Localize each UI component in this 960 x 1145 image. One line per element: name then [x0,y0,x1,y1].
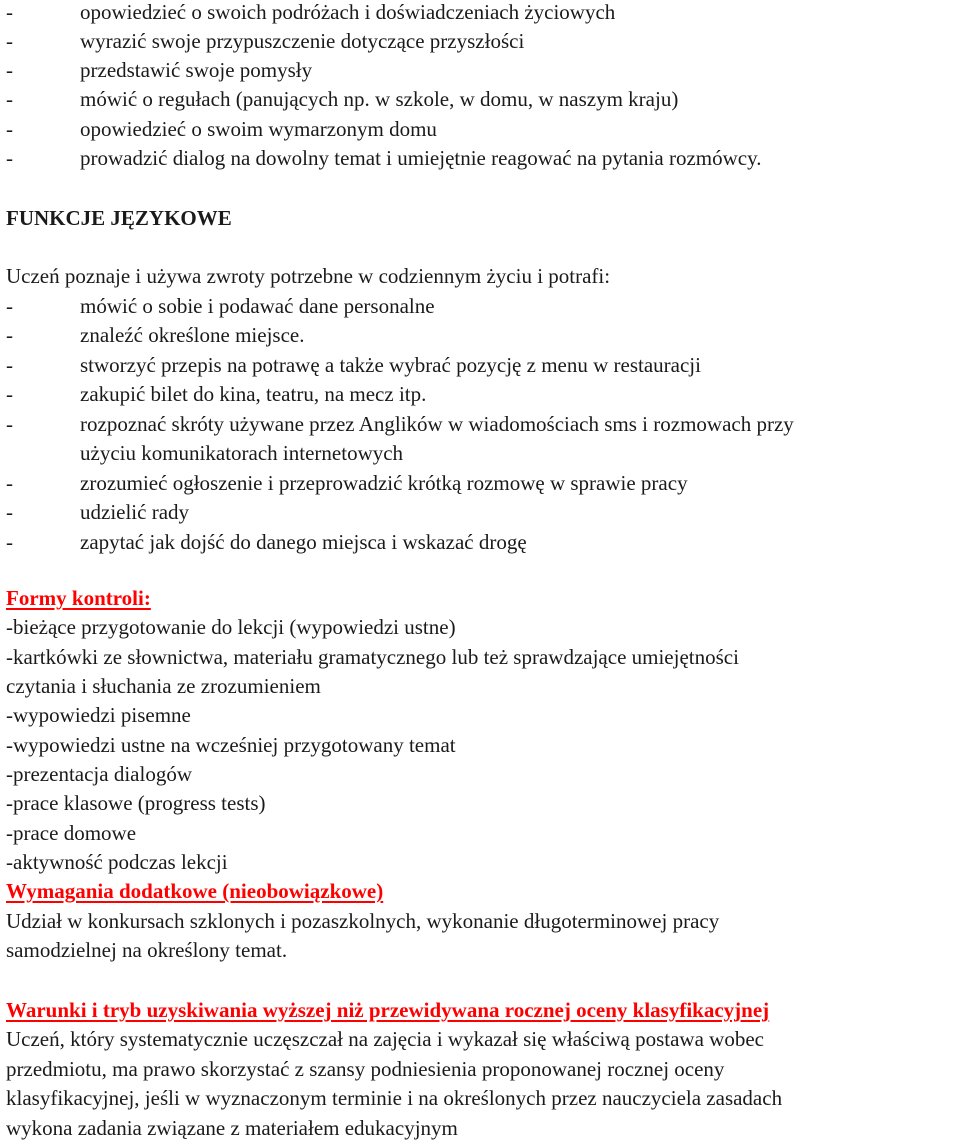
bullet-dash: - [6,500,13,524]
list-item [6,500,189,524]
funkcje-intro: Uczeń poznaje i używa zwroty potrzebne w codziennym życiu i potrafi: [6,264,611,288]
bullet-dash: - [6,0,13,24]
list-item [6,58,312,82]
section-heading-formy: Formy kontroli: [6,586,151,610]
list-item-text: opowiedzieć o swoim wymarzonym domu [80,117,437,141]
list-item-text: znaleźć określone miejsce. [80,323,305,347]
list-item-text: mówić o sobie i podawać dane personalne [80,294,435,318]
list-item [6,382,426,406]
list-item-continuation: użyciu komunikatorach internetowych [80,441,404,465]
list-item [6,29,524,53]
bullet-dash: - [6,382,13,406]
bullet-dash: - [6,294,13,318]
formy-item: -wypowiedzi pisemne [6,703,191,727]
list-item [6,353,701,377]
list-item [6,146,761,170]
warunki-line: przedmiotu, ma prawo skorzystać z szansy podniesienia proponowanej rocznej oceny [6,1057,725,1081]
formy-item: -kartkówki ze słownictwa, materiału gramatycznego lub też sprawdzające umiejętności [6,645,739,669]
list-item [6,323,304,347]
bullet-dash: - [6,323,13,347]
bullet-dash: - [6,146,13,170]
formy-item: -bieżące przygotowanie do lekcji (wypowiedzi ustne) [6,615,456,639]
list-item [6,0,615,24]
bullet-dash: - [6,87,13,111]
list-item-text: zrozumieć ogłoszenie i przeprowadzić krótką rozmowę w sprawie pracy [80,471,688,495]
formy-item: czytania i słuchania ze zrozumieniem [6,674,321,698]
list-item [6,87,678,111]
list-item-text: udzielić rady [80,500,190,524]
list-item-text: mówić o regułach (panujących np. w szkole, w domu, w naszym kraju) [80,87,679,111]
wymagania-line: Udział w konkursach szklonych i pozaszkolnych, wykonanie długoterminowej pracy [6,909,720,933]
bullet-dash: - [6,412,13,436]
warunki-line: wykona zadania związane z materiałem edukacyjnym [6,1116,458,1140]
warunki-line: klasyfikacyjnej, jeśli w wyznaczonym terminie i na określonych przez nauczyciela zasadach [6,1086,783,1110]
bullet-dash: - [6,58,13,82]
list-item-text: stworzyć przepis na potrawę a także wybrać pozycję z menu w restauracji [80,353,701,377]
list-item-text: opowiedzieć o swoich podróżach i doświadczeniach życiowych [80,0,616,24]
bullet-dash: - [6,353,13,377]
bullet-dash: - [6,530,13,554]
formy-item: -prace domowe [6,821,137,845]
list-item-text: przedstawić swoje pomysły [80,58,313,82]
formy-item: -wypowiedzi ustne na wcześniej przygotowany temat [6,733,456,757]
list-item [6,117,437,141]
list-item-text: zakupić bilet do kina, teatru, na mecz itp. [80,382,427,406]
list-item-text: prowadzić dialog na dowolny temat i umiejętnie reagować na pytania rozmówcy. [80,146,762,170]
list-item-text: wyrazić swoje przypuszczenie dotyczące przyszłości [80,29,525,53]
bullet-dash: - [6,117,13,141]
formy-item: -prace klasowe (progress tests) [6,791,266,815]
wymagania-line: samodzielnej na określony temat. [6,938,288,962]
warunki-line: Uczeń, który systematycznie uczęszczał na zajęcia i wykazał się właściwą postawa wobec [6,1027,764,1051]
list-item [6,530,527,554]
list-item-text: zapytać jak dojść do danego miejsca i wskazać drogę [80,530,527,554]
section-heading-warunki: Warunki i tryb uzyskiwania wyższej niż przewidywana rocznej oceny klasyfikacyjnej [6,998,770,1022]
list-item-text: rozpoznać skróty używane przez Anglików w wiadomościach sms i rozmowach przy [80,412,794,436]
formy-item: -aktywność podczas lekcji [6,850,228,874]
formy-item: -prezentacja dialogów [6,762,192,786]
bullet-dash: - [6,471,13,495]
list-item [6,412,794,436]
list-item [6,294,435,318]
section-heading-wymagania: Wymagania dodatkowe (nieobowiązkowe) [6,879,384,903]
section-heading-funkcje: FUNKCJE JĘZYKOWE [6,206,232,230]
list-item [6,471,688,495]
bullet-dash: - [6,29,13,53]
